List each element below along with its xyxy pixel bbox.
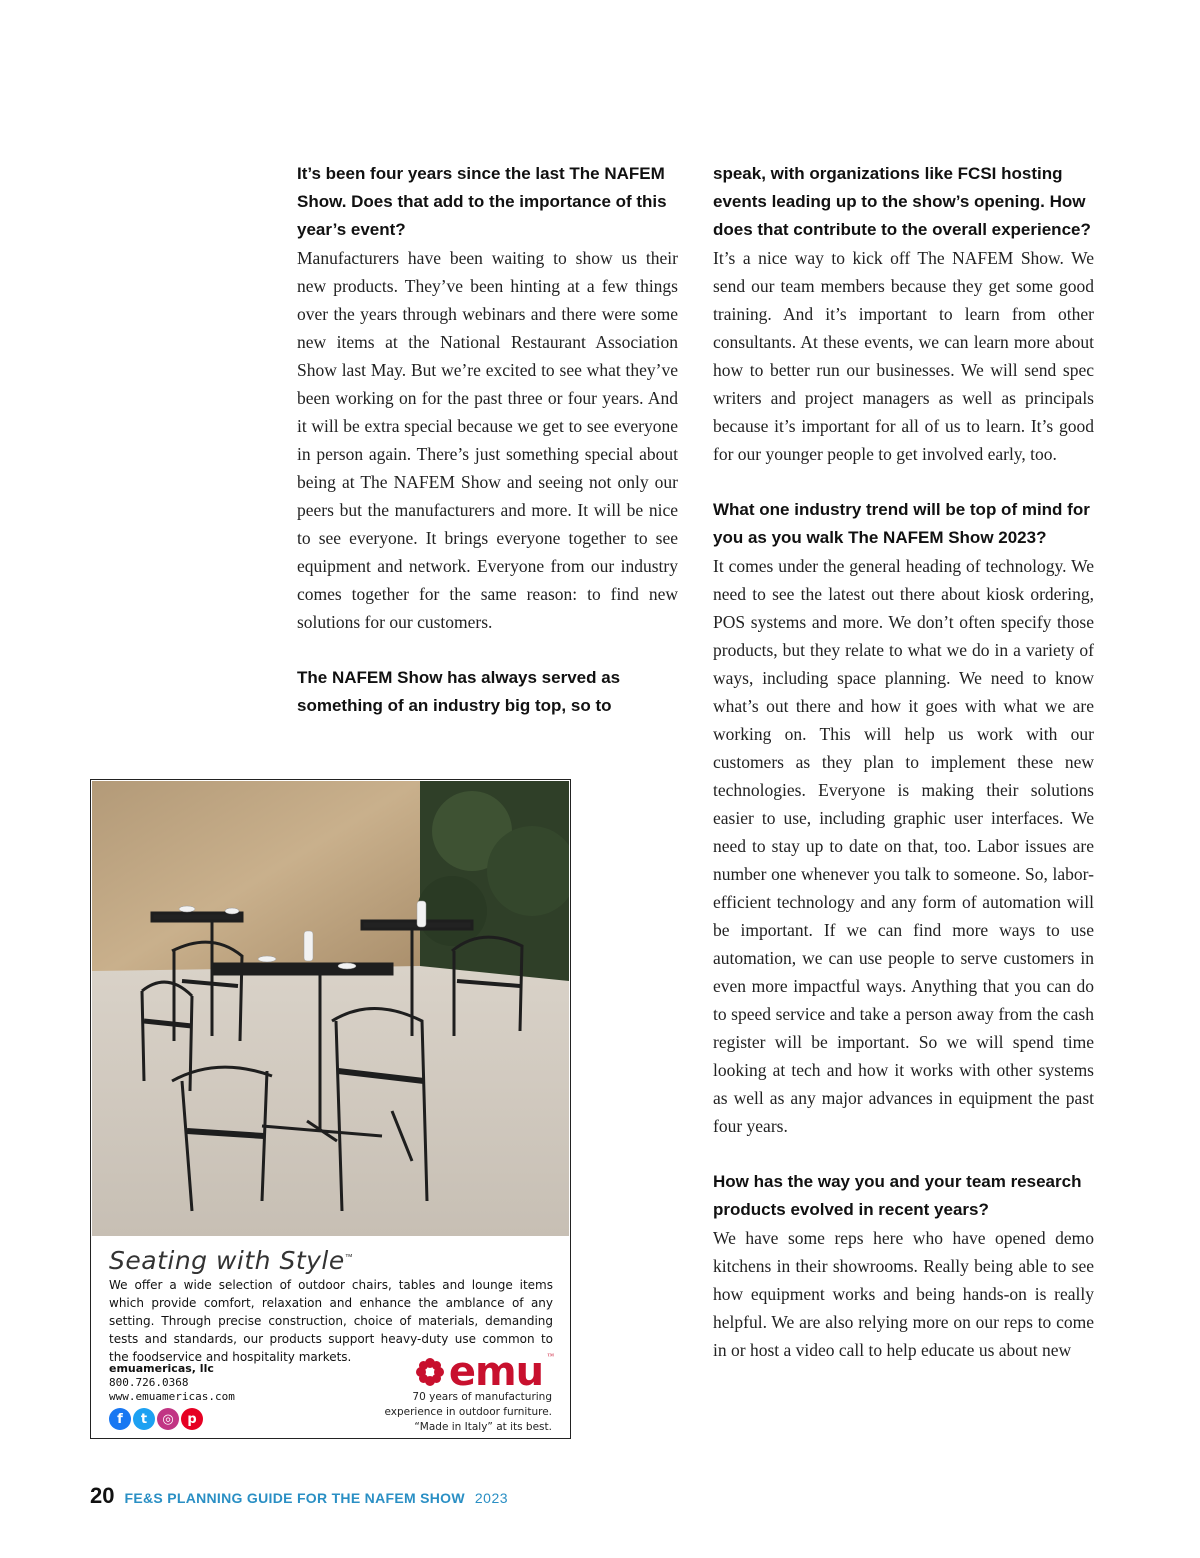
company-name: emuamericas, llc xyxy=(109,1362,214,1375)
article-column-right xyxy=(713,160,1094,1364)
twitter-icon[interactable]: t xyxy=(133,1408,155,1430)
outdoor-furniture-photo xyxy=(92,781,569,1236)
phone-number: 800.726.0368 xyxy=(109,1376,189,1389)
desc-line: 70 years of manufacturing xyxy=(412,1391,552,1403)
desc-line: “Made in Italy” at its best. xyxy=(414,1421,552,1433)
question-heading: How has the way you and your team research products evolved in recent years? xyxy=(713,1172,1082,1219)
brand-wordmark: emu xyxy=(448,1349,544,1395)
publication-title: FE&S PLANNING GUIDE FOR THE NAFEM SHOW xyxy=(124,1490,465,1506)
emu-advertisement[interactable] xyxy=(90,779,571,1439)
answer-paragraph: It’s a nice way to kick off The NAFEM Show. We send our team members because they get some good training. And it’s important to learn from other consultants. At these events, we can learn more about how to better run our businesses. We will send spec writers and project managers as well as principals because it’s important for all of us to learn. It’s good for our younger people to get involved early, too. xyxy=(713,248,1094,464)
page-number: 20 xyxy=(90,1483,115,1508)
question-heading: The NAFEM Show has always served as something of an industry big top, so to xyxy=(297,668,621,715)
question-heading: It’s been four years since the last The NAFEM Show. Does that add to the importance of this year’s event? xyxy=(297,164,667,239)
page-footer xyxy=(90,1483,508,1509)
ad-body-text: We offer a wide selection of outdoor chairs, tables and lounge items which provide comfort, relaxation and enhance the amblance of any setting. Through precise construction, choice of materials, demanding tests and standards, our products support heavy-duty use common to the foodservice and hospitality markets. xyxy=(109,1278,553,1364)
desc-line: experience in outdoor furniture. xyxy=(384,1406,552,1418)
flower-icon xyxy=(415,1357,445,1387)
facebook-icon[interactable]: f xyxy=(109,1408,131,1430)
answer-paragraph: Manufacturers have been waiting to show us their new products. They’ve been hinting at a few things over the years through webinars and there were some new items at the National Restaurant Association Show last May. But we’re excited to see what they’ve been working on for the past three or four years. And it will be extra special because we get to see everyone in person again. There’s just something special about being at The NAFEM Show and seeing not only our peers but the manufacturers and more. It will be nice to see everyone. It brings everyone together to see equipment and network. Everyone from our industry comes together for the same reason: to find new solutions for our customers. xyxy=(297,248,678,632)
question-heading: What one industry trend will be top of mind for you as you walk The NAFEM Show 2023? xyxy=(713,500,1090,547)
pinterest-icon[interactable]: p xyxy=(181,1408,203,1430)
social-icons xyxy=(109,1408,203,1430)
ad-tagline: Seating with Style™ xyxy=(109,1246,354,1275)
website-link[interactable]: www.emuamericas.com xyxy=(109,1390,235,1403)
emu-logo xyxy=(415,1349,554,1395)
publication-year: 2023 xyxy=(474,1490,509,1506)
answer-paragraph: We have some reps here who have opened demo kitchens in their showrooms. Really being able to see how equipment works and being hands-on is really helpful. We are also relying more on our reps to come in or host a video call to help educate us about new xyxy=(713,1228,1094,1360)
ad-contact xyxy=(109,1362,235,1404)
article-column-left xyxy=(297,160,678,720)
answer-paragraph: It comes under the general heading of technology. We need to see the latest out there about kiosk ordering, POS systems and more. We don’t often specify those products, but they relate to what we do in a variety of ways, including space planning. We need to know what’s out there and how it goes with what we are working on. This will help us work with our customers as they plan to implement these new technologies. Everyone is making their solutions easier to use, including graphic user interfaces. We need to stay up to date on that, too. Labor issues are number one whenever you talk to someone. So, labor-efficient technology and any form of automation will be important. If we can find more ways to use automation, we can use people to serve customers in even more impactful ways. Anything that you can do to speed service and take a person away from the cash register will be important. So we will spend time looking at tech and how it works with other systems as well as any major advances in equipment the past four years. xyxy=(713,556,1094,1136)
question-heading: speak, with organizations like FCSI hosting events leading up to the show’s opening. How does that contribute to the overall experience? xyxy=(713,164,1091,239)
instagram-icon[interactable]: ◎ xyxy=(157,1408,179,1430)
trademark: ™ xyxy=(547,1352,554,1360)
brand-description xyxy=(384,1390,552,1435)
